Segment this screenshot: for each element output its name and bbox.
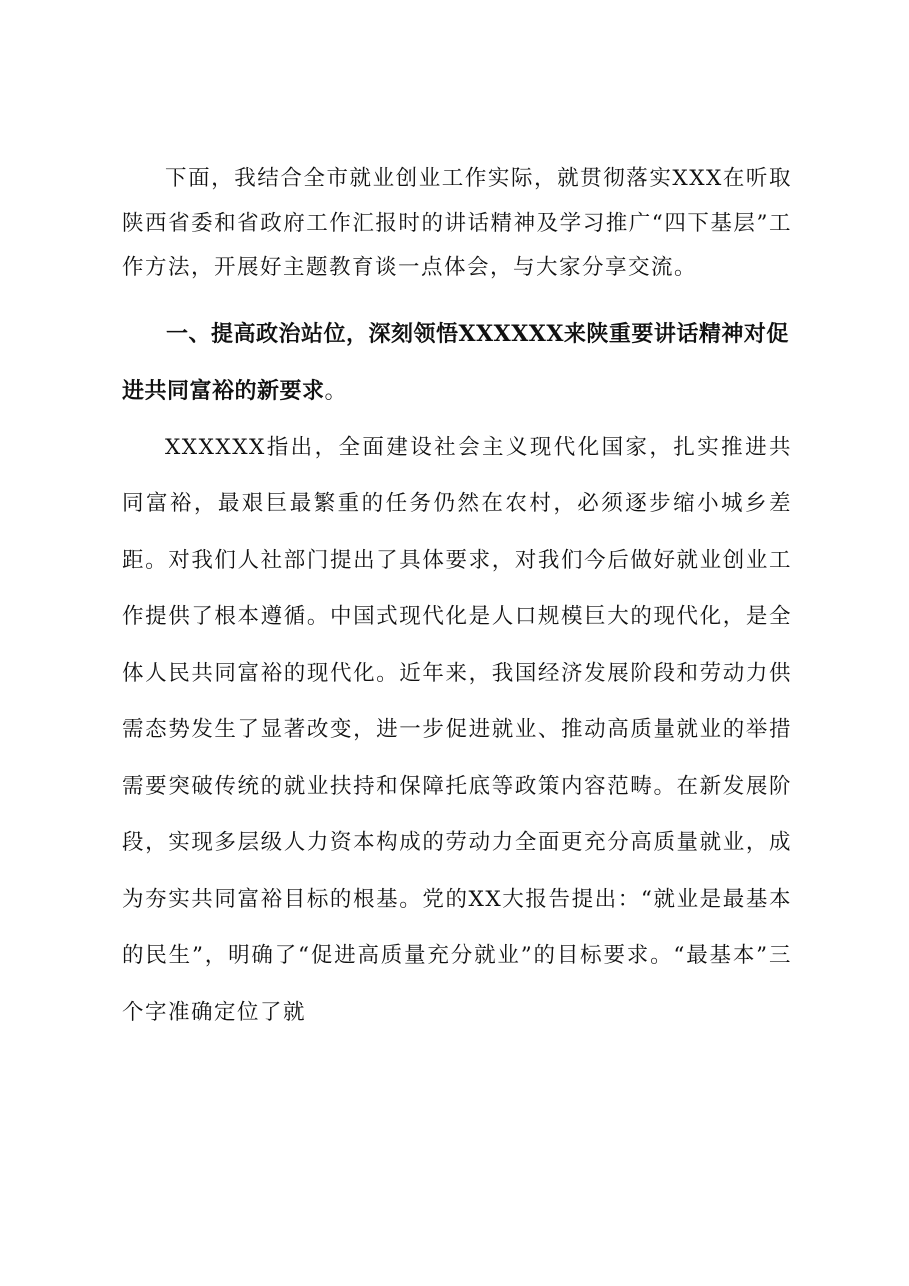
- section-heading-period: 。: [324, 378, 348, 404]
- document-body: [122, 157, 792, 1041]
- body-paragraph: XXXXXX指出，全面建设社会主义现代化国家，扎实推进共同富裕，最艰巨最繁重的任务仍然在农村，必须逐步缩小城乡差距。对我们人社部门提出了具体要求，对我们今后做好就业创业工作提供了根本遵循。中国式现代化是人口规模巨大的现代化，是全体人民共同富裕的现代化。近年来，我国经济发展阶段和劳动力供需态势发生了显著改变，进一步促进就业、推动高质量就业的举措需要突破传统的就业扶持和保障托底等政策内容范畴。在新发展阶段，实现多层级人力资本构成的劳动力全面更充分高质量就业，成为夯实共同富裕目标的根基。党的XX大报告提出：“就业是最基本的民生”，明确了“促进高质量充分就业”的目标要求。“最基本”三个字准确定位了就: [122, 434, 792, 1025]
- section-heading-text: 一、提高政治站位，深刻领悟XXXXXX来陕重要讲话精神对促进共同富裕的新要求: [122, 320, 789, 404]
- section-heading: [122, 306, 792, 420]
- intro-paragraph: 下面，我结合全市就业创业工作实际，就贯彻落实XXX在听取陕西省委和省政府工作汇报时的讲话精神及学习推广“四下基层”工作方法，开展好主题教育谈一点体会，与大家分享交流。: [122, 166, 792, 280]
